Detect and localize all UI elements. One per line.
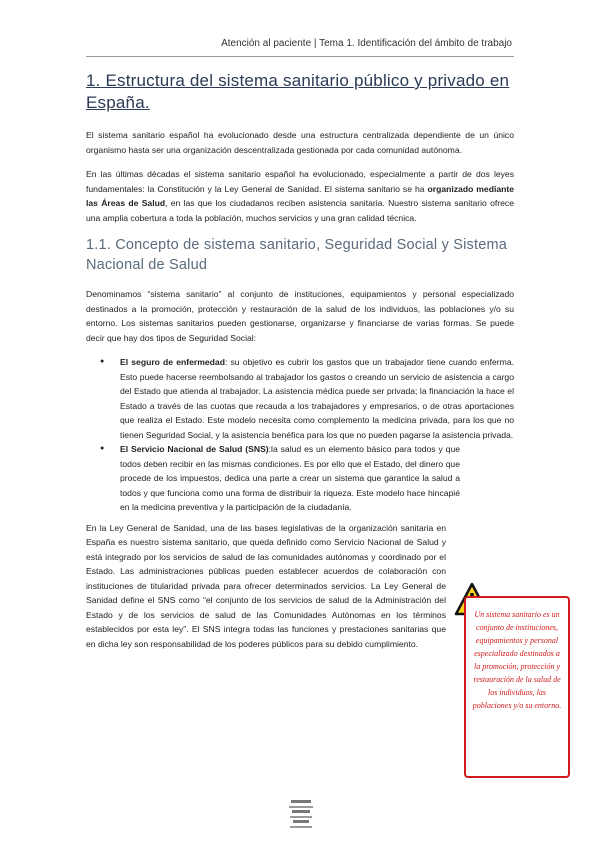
page-header: Atención al paciente | Tema 1. Identificación del ámbito de trabajo — [221, 38, 512, 49]
document-body — [86, 70, 514, 661]
list-item — [120, 442, 460, 515]
section-paragraph-1: El sistema sanitario español ha evolucionado desde una estructura centralizada dependiente de un único organismo hasta ser una organización descentralizada gestionada por cada comunidad autónoma. — [86, 130, 514, 155]
subsection-paragraph-1: Denominamos “sistema sanitario” al conjunto de instituciones, equipamientos y personal especializado destinados a la promoción, protección y restauración de la salud de los individuos, las poblaciones y/o su entorno. Los sistemas sanitarios pueden gestionarse, organizarse y financiarse de varias formas. Se puede decir que hay dos tipos de Seguridad Social: — [86, 289, 514, 343]
side-note-box — [464, 596, 570, 778]
paragraph-text: , en las que los ciudadanos reciben asistencia sanitaria. Nuestro sistema sanitario ofrece una amplia cobertura a toda la población, muchos servicios y una gran calidad técnica. — [86, 198, 514, 223]
section-paragraph-2 — [86, 167, 514, 225]
paragraph-bold-text: organizado mediante las Áreas de Salud — [86, 183, 515, 208]
bullet-list — [86, 355, 514, 515]
list-item — [120, 355, 514, 442]
subsection-title: 1.1. Concepto de sistema sanitario, Seguridad Social y Sistema Nacional de Salud — [86, 237, 508, 273]
list-item-text: :la salud es un elemento básico para todos y que todos deben recibir en las mismas condiciones. Es por ello que el Estado, del dinero que procede de los impuestos, dedica una parte a crear un sistema que garantice la salud a todos y que funciona como una forma de distribuir la riqueza. Este modelo hace hincapié en la medicina preventiva y la participación de la ciudadanía. — [120, 444, 461, 512]
list-item-term: El Servicio Nacional de Salud (SNS) — [120, 444, 269, 454]
paragraph-text: En las últimas décadas el sistema sanitario español ha evolucionado, especialmente a partir de dos leyes fundamentales: la Constitución y la Ley General de Sanidad. El sistema sanitario se ha — [86, 169, 514, 194]
list-item-term: El seguro de enfermedad — [120, 357, 225, 367]
side-note-text: Un sistema sanitario es un conjunto de instituciones, equipamientos y personal especializado destinados a la promoción, protección y restauración de la salud de los individuos, las poblaciones y/o su entorno. — [472, 610, 562, 710]
header-divider — [86, 56, 514, 57]
section-title: 1. Estructura del sistema sanitario público y privado en España. — [86, 71, 510, 112]
subsection-paragraph-2: En la Ley General de Sanidad, una de las bases legislativas de la organización sanitaria en España es nuestro sistema sanitario, que queda definido como Servicio Nacional de Salud y está integrado por los servicios de salud de las comunidades autónomas y coordinado por el Estado. Las administraciones públicas pueden establecer acuerdos de colaboración con instituciones de titularidad privada para ofrecer determinados servicios. La Ley General de Sanidad define el SNS como “el conjunto de los servicios de salud de la Administración del Estado y de los servicios de salud de las Comunidades Autónomas en los términos establecidos por esta ley”. El SNS integra todas las funciones y prestaciones sanitarias que en dicha ley son responsabilidad de los poderes públicos para su debido cumplimiento. — [86, 522, 446, 649]
list-item-text: : su objetivo es cubrir los gastos que un trabajador tiene cuando enferma. Esto puede hacerse reembolsando al trabajador los gastos o creando un servicio de asistencia a cargo del Estado que atienda al trabajador. La asistencia médica puede ser privada; la financiación la hace el Estado a través de las cuotas que recauda a los trabajadores y empresarios, o de otras aportaciones que realiza el Estado. Este modelo necesita como complemento la medicina privada, para los que no tienen Seguridad Social, y la asistencia benéfica para los que no pueden pagarse la asistencia privada. — [120, 357, 514, 440]
page-footer-logo — [288, 798, 314, 832]
